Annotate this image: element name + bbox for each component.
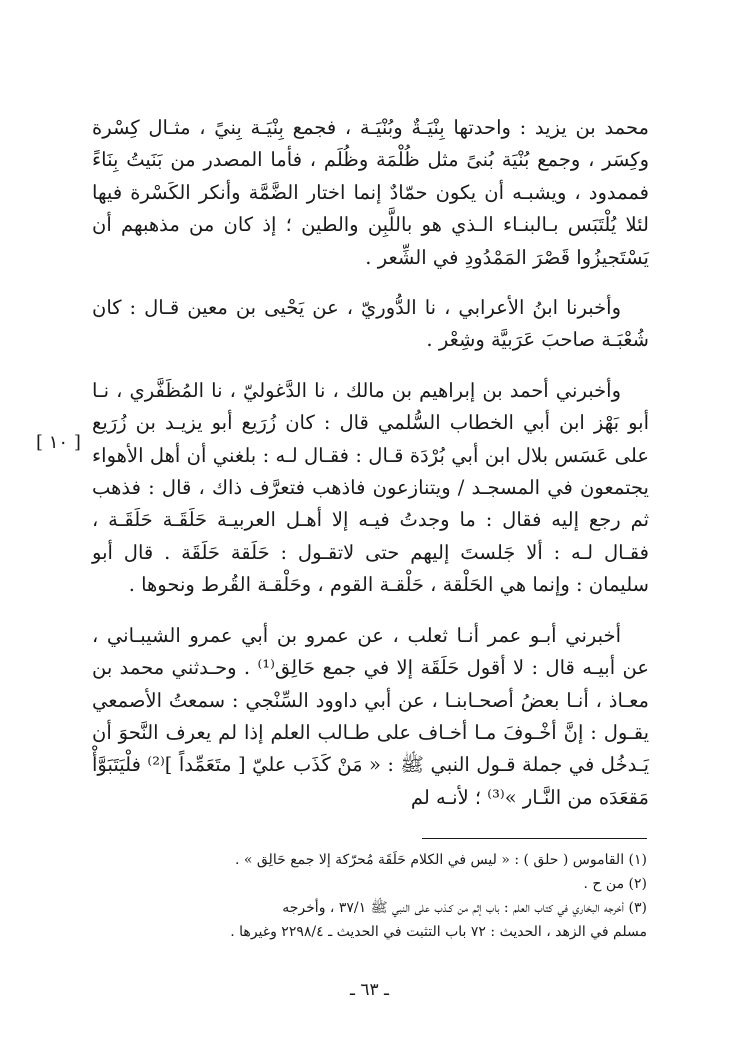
margin-reference: [ ١٠ ] — [36, 432, 81, 453]
footnotes — [92, 848, 647, 944]
paragraph-4: أخبرني أبـو عمر أنـا ثعلب ، عن عمرو بن أبي عمرو الشيبـاني ، عن أبيـه قال : لا أقول حَلَقَة إلا في جمع حَالِق⁽¹⁾ . وحـدثني محمد بن معـاذ ، أنـا بعضُ أصحـابنـا ، عن أبي داوود السِّنْجي : سمعتُ الأصمعي يقـول : إنَّ أخْـوفَ مـا أخـاف على طـالب العلم إذا لم يعرف النَّحوَ أن يَـدخُل في جملة قـول النبي ﷺ : « مَنْ كَذَب عليّ [ متَعَمِّداً ]⁽²⁾ فلْيَتَبَوَّأْ مَقعَدَه من النَّـار »⁽³⁾ ؛ لأنـه لم — [92, 623, 649, 809]
footnote-1: (١) القاموس ( حلق ) : « ليس في الكلام حَلَقَة مُحرّكة إلا جمع حَالِق » . — [234, 852, 647, 868]
page-number: ـ ٦٣ ـ — [349, 980, 390, 1000]
paragraph-1: محمد بن يزيد : واحدتها بِنْيَـةٌ وبُنْيَـة ، فجمع بِنْيَـة بِنيً ، مثـال كِسْرة وكِسَر ، وجمع بُنْيَة بُنىً مثل ظُلْمَة وظُلَم ، فأما المصدر من بَنَيتُ بِنَاءً فممدود ، ويشبـه أن يكون حمّادٌ إنما اختار الضَّمَّة وأنكر الكَسْرة فيها لئلا يُلْتَبَس بـالبنـاء الـذي هو باللَّبِن والطين ؛ إذ كان من مذهبهم أن يَسْتَجيزُوا قَصْرَ المَمْدُودِ في الشِّعر . — [92, 116, 649, 269]
main-text — [92, 112, 649, 814]
paragraph-3: وأخبرني أحمد بن إبراهيم بن مالك ، نا الدَّغوليّ ، نا المُظَفَّري ، نـا أبو بَهْز ابن أبي الخطاب السُّلمي قال : كان زُرَيع أبو يزيـد بن زُرَيع على عَسَس بلال ابن أبي بُرْدَة قـال : فقـال لـه : بلغني أن أهل الأهواء يجتمعون في المسجـد / ويتنازعون فاذهب فتعرَّف ذاك ، قال : فذهب ثم رجع إليه فقال : ما وجدتُ فيـه إلا أهـل العربيـة حَلَقَـة حَلَقَـة ، فقـال لـه : ألا جَلستَ إليهم حتى لاتقـول : حَلَقة حَلَقَة . قال أبو سليمان : وإنما هي الحَلْقة ، حَلْقـة القوم ، وحَلْقـة القُرط ونحوها . — [92, 378, 649, 597]
footnote-divider — [422, 838, 647, 839]
paragraph-2: وأخبرنا ابنُ الأعرابي ، نا الدُّوريّ ، عن يَحْيى بن معين قـال : كان شُعْبَـة صاحبَ عَرَبيَّة وشِعْر . — [92, 296, 649, 352]
footnote-3-continued: مسلم في الزهد ، الحديث : ٧٢ باب التثبت في الحديث ـ ٢٢٩٨/٤ وغيرها . — [230, 924, 647, 940]
footnote-2: (٢) من ح . — [583, 876, 647, 892]
footnote-3: (٣) أخرجه البخاري في كتاب العلم : باب إثم من كـذب على النبي ﷺ ٣٧/١ ، وأخرجه — [282, 900, 647, 916]
